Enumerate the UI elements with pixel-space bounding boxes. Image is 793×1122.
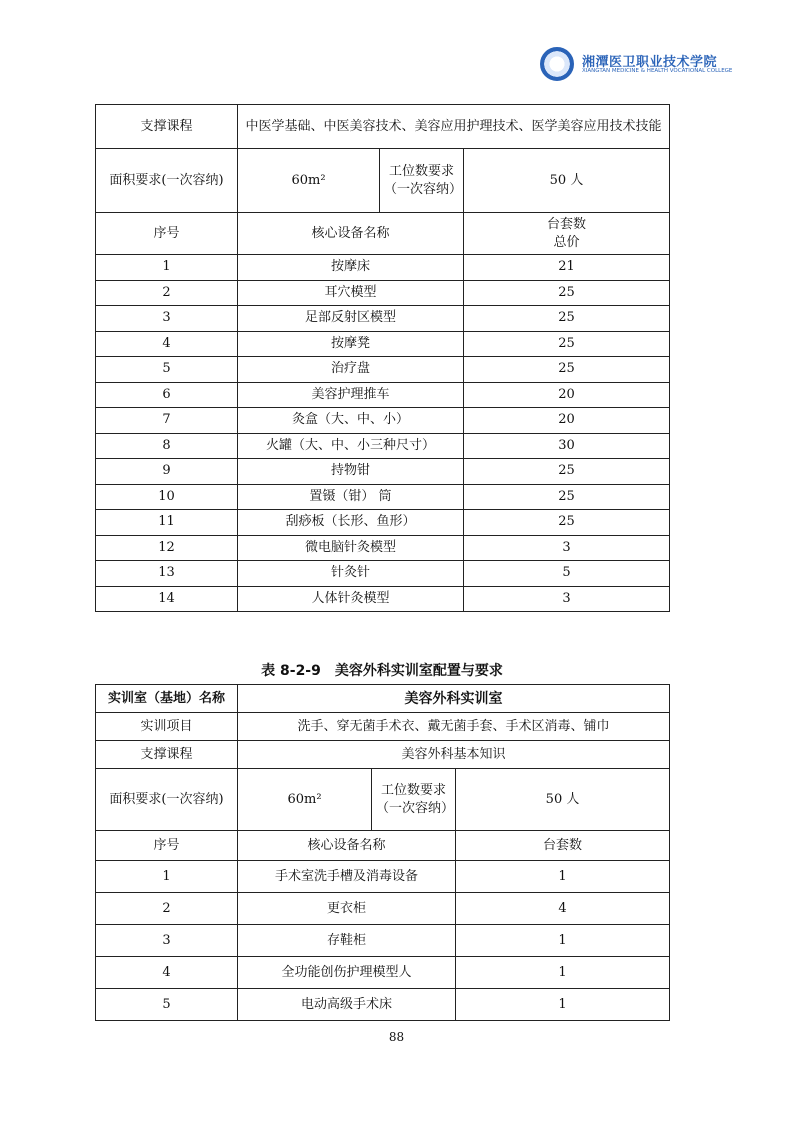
equipment-name: 微电脑针灸模型: [238, 535, 464, 561]
table-row: [96, 459, 670, 485]
table-row: [96, 510, 670, 536]
row-number: 13: [96, 561, 238, 587]
college-name-cn: 湘潭医卫职业技术学院: [582, 55, 718, 70]
station-value: 50 人: [464, 149, 670, 213]
area-value: 60m²: [238, 149, 380, 213]
equipment-name: 针灸针: [238, 561, 464, 587]
row-number: 2: [96, 893, 238, 925]
equipment-count: 25: [464, 510, 670, 536]
equipment-count: 30: [464, 433, 670, 459]
table-caption: 表 8-2-9 美容外科实训室配置与要求: [261, 663, 503, 679]
area-label: 面积要求(一次容纳): [96, 769, 238, 831]
equipment-name: 置镊（钳） 筒: [238, 484, 464, 510]
row-number: 6: [96, 382, 238, 408]
project-label: 实训项目: [96, 713, 238, 741]
equipment-count: 1: [456, 861, 670, 893]
equipment-name: 手术室洗手槽及消毒设备: [238, 861, 456, 893]
room-name-label: 实训室（基地）名称: [96, 685, 238, 713]
equipment-name: 持物钳: [238, 459, 464, 485]
area-row: [96, 149, 670, 213]
project-row: [96, 713, 670, 741]
support-course-label: 支撑课程: [96, 741, 238, 769]
station-label: 工位数要求（一次容纳）: [380, 149, 464, 213]
equipment-count: 1: [456, 957, 670, 989]
equipment-count: 1: [456, 989, 670, 1021]
area-row: [96, 769, 670, 831]
row-number: 2: [96, 280, 238, 306]
table-row: [96, 861, 670, 893]
row-number: 4: [96, 331, 238, 357]
row-number: 10: [96, 484, 238, 510]
row-number: 8: [96, 433, 238, 459]
equipment-count: 3: [464, 535, 670, 561]
row-number: 11: [96, 510, 238, 536]
table-row: [96, 484, 670, 510]
equipment-name: 按摩床: [238, 255, 464, 281]
equipment-count: 20: [464, 408, 670, 434]
table-row: [96, 893, 670, 925]
college-emblem-icon: [540, 47, 574, 81]
equipment-count: 21: [464, 255, 670, 281]
row-number: 5: [96, 357, 238, 383]
row-number: 12: [96, 535, 238, 561]
area-value: 60m²: [238, 769, 372, 831]
table-row: [96, 957, 670, 989]
table-row: [96, 357, 670, 383]
table-header-row: [96, 213, 670, 255]
equipment-name: 美容护理推车: [238, 382, 464, 408]
table-row: [96, 280, 670, 306]
equipment-name: 火罐（大、中、小三种尺寸）: [238, 433, 464, 459]
col-name-header: 核心设备名称: [238, 213, 464, 255]
equipment-name: 更衣柜: [238, 893, 456, 925]
row-number: 7: [96, 408, 238, 434]
table-row: [96, 989, 670, 1021]
project-value: 洗手、穿无菌手术衣、戴无菌手套、手术区消毒、铺巾: [238, 713, 670, 741]
equipment-name: 治疗盘: [238, 357, 464, 383]
equipment-name: 全功能创伤护理模型人: [238, 957, 456, 989]
row-number: 3: [96, 925, 238, 957]
equipment-name: 存鞋柜: [238, 925, 456, 957]
table-row: [96, 561, 670, 587]
table-header-row: [96, 831, 670, 861]
college-logo: [540, 47, 733, 83]
col-count-header: 台套数: [456, 831, 670, 861]
equipment-count: 25: [464, 484, 670, 510]
room-name-row: [96, 685, 670, 713]
equipment-count: 20: [464, 382, 670, 408]
equipment-count: 5: [464, 561, 670, 587]
equipment-name: 人体针灸模型: [238, 586, 464, 612]
training-room-table-2: [95, 684, 670, 1021]
support-course-row: [96, 741, 670, 769]
college-name-en: XIANGTAN MEDICINE & HEALTH VOCATIONAL COLLEGE: [582, 68, 733, 74]
row-number: 3: [96, 306, 238, 332]
col-price-label: 总价: [553, 234, 580, 250]
equipment-count: 25: [464, 459, 670, 485]
table-row: [96, 255, 670, 281]
row-number: 1: [96, 861, 238, 893]
table-row: [96, 925, 670, 957]
equipment-name: 灸盒（大、中、小）: [238, 408, 464, 434]
table-row: [96, 433, 670, 459]
support-course-row: [96, 105, 670, 149]
support-course-value: 中医学基础、中医美容技术、美容应用护理技术、医学美容应用技术技能: [238, 105, 670, 149]
equipment-name: 刮痧板（长形、鱼形）: [238, 510, 464, 536]
col-count-label: 台套数: [546, 216, 586, 232]
row-number: 1: [96, 255, 238, 281]
equipment-count: 25: [464, 306, 670, 332]
row-number: 9: [96, 459, 238, 485]
equipment-count: 1: [456, 925, 670, 957]
equipment-count: 3: [464, 586, 670, 612]
table-row: [96, 408, 670, 434]
col-name-header: 核心设备名称: [238, 831, 456, 861]
equipment-count: 25: [464, 280, 670, 306]
station-label: 工位数要求（一次容纳）: [372, 769, 456, 831]
equipment-count: 4: [456, 893, 670, 925]
page-number: 88: [388, 1030, 405, 1044]
room-name-value: 美容外科实训室: [238, 685, 670, 713]
table-row: [96, 586, 670, 612]
table-row: [96, 306, 670, 332]
equipment-name: 按摩凳: [238, 331, 464, 357]
row-number: 4: [96, 957, 238, 989]
equipment-name: 电动高级手术床: [238, 989, 456, 1021]
equipment-count: 25: [464, 331, 670, 357]
col-no-header: 序号: [96, 213, 238, 255]
support-course-value: 美容外科基本知识: [238, 741, 670, 769]
table-row: [96, 331, 670, 357]
table-row: [96, 535, 670, 561]
station-value: 50 人: [456, 769, 670, 831]
col-no-header: 序号: [96, 831, 238, 861]
equipment-count: 25: [464, 357, 670, 383]
row-number: 14: [96, 586, 238, 612]
col-count-header: [464, 213, 670, 255]
row-number: 5: [96, 989, 238, 1021]
training-room-table-1: [95, 104, 670, 612]
table-row: [96, 382, 670, 408]
equipment-name: 耳穴模型: [238, 280, 464, 306]
support-course-label: 支撑课程: [96, 105, 238, 149]
area-label: 面积要求(一次容纳): [96, 149, 238, 213]
equipment-name: 足部反射区模型: [238, 306, 464, 332]
